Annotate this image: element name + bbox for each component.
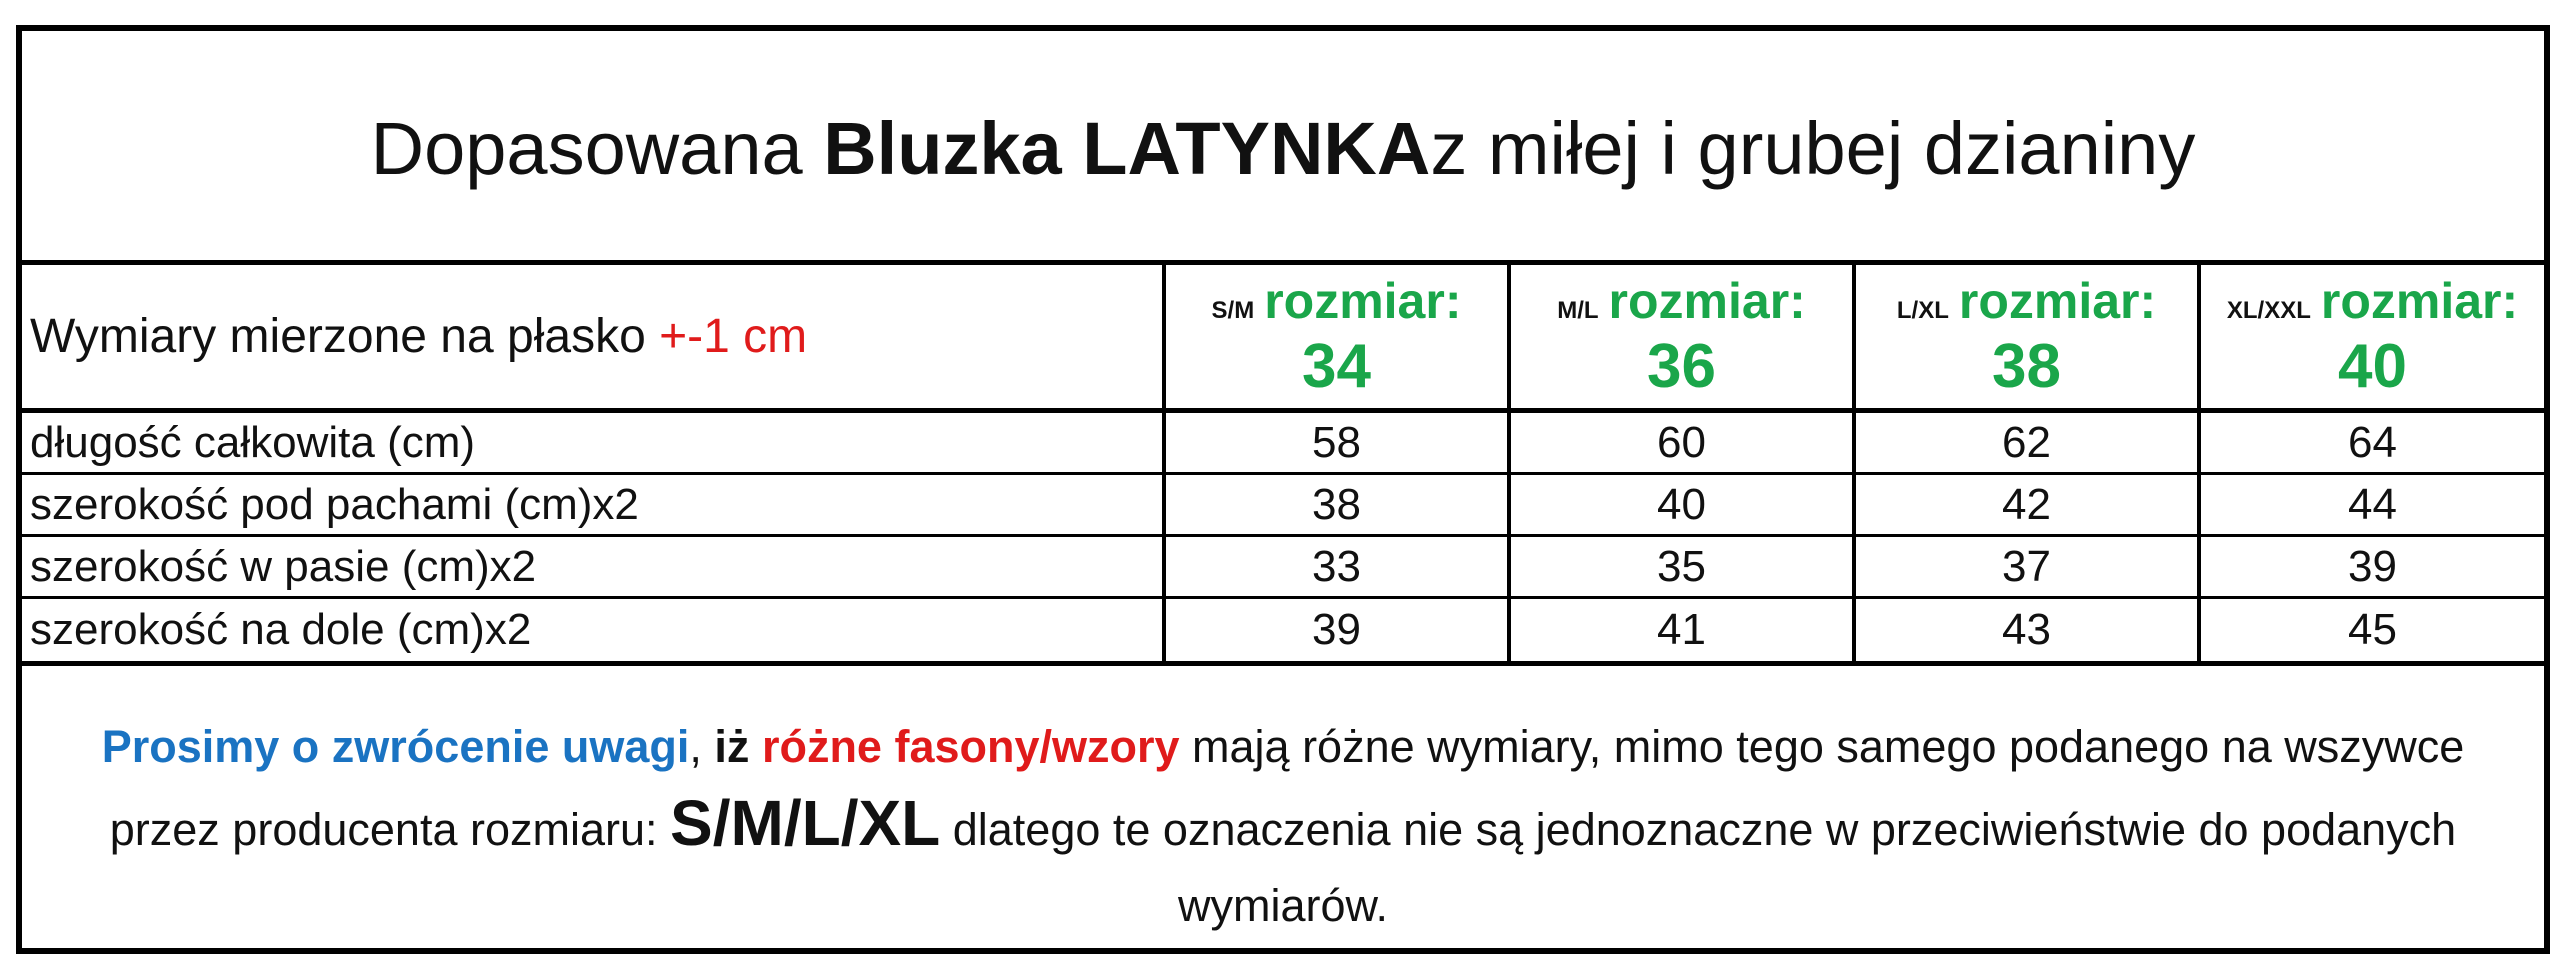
size-number: 40 [2338, 331, 2407, 401]
note-warning: różne fasony/wzory [761, 721, 1180, 772]
title-suffix: z miłej i grubej dzianiny [1430, 107, 2196, 190]
note-sizes: S/M/L/XL [670, 787, 941, 859]
size-number: 38 [1992, 331, 2061, 401]
size-word: rozmiar: [1264, 272, 1462, 329]
table-cell: 39 [2348, 541, 2397, 591]
size-column-header [2201, 265, 2544, 408]
size-word: rozmiar: [1608, 272, 1806, 329]
table-cell: 33 [1312, 541, 1361, 591]
note-highlight: Prosimy o zwrócenie uwagi [101, 721, 690, 772]
size-column-header [1856, 265, 2197, 408]
size-column-header [1166, 265, 1507, 408]
table-cell: 38 [1312, 479, 1361, 529]
tolerance-label: +-1 cm [659, 310, 808, 363]
title-prefix: Dopasowana [370, 107, 803, 190]
size-chart-frame [16, 25, 2550, 954]
table-cell: 39 [1312, 605, 1361, 654]
table-cell: 41 [1657, 605, 1706, 654]
table-cell: 60 [1657, 417, 1706, 467]
size-code: XL/XXL [2226, 296, 2311, 324]
table-cell: 64 [2348, 417, 2397, 467]
size-column-header [1511, 265, 1852, 408]
page-title [22, 31, 2544, 266]
table-cell: 37 [2002, 541, 2051, 591]
table-cell: 62 [2002, 417, 2051, 467]
table-cell: 44 [2348, 479, 2397, 529]
row-label: szerokość na dole (cm)x2 [30, 605, 532, 654]
table-cell: 42 [2002, 479, 2051, 529]
size-word: rozmiar: [1958, 272, 2157, 329]
row-label: szerokość w pasie (cm)x2 [30, 541, 537, 591]
size-code: L/XL [1896, 296, 1949, 324]
table-cell: 58 [1312, 417, 1361, 467]
size-number: 36 [1647, 331, 1716, 401]
table-cell: 40 [1657, 479, 1706, 529]
size-word: rozmiar: [2320, 272, 2519, 329]
table-cell: 45 [2348, 605, 2397, 654]
divider [22, 661, 2544, 666]
size-number: 34 [1302, 331, 1371, 401]
title-bold: Bluzka LATYNKA [823, 107, 1431, 190]
header-label: Wymiary mierzone na płasko +-1 cm [30, 310, 808, 363]
row-label: długość całkowita (cm) [30, 417, 476, 467]
row-label: szerokość pod pachami (cm)x2 [30, 479, 639, 529]
table-cell: 43 [2002, 605, 2051, 654]
table-cell: 35 [1657, 541, 1706, 591]
size-code: S/M [1211, 296, 1255, 324]
size-code: M/L [1557, 296, 1599, 324]
size-note: Prosimy o zwrócenie uwagi, iż różne fasony/wzory mają różne wymiary, mimo tego samego podanego na wszywce przez producenta rozmiaru: S/M/L/XL dlatego te oznaczenia nie są jednoznaczne w przeciwieństwie do podanych wymiarów. [101, 721, 2465, 931]
